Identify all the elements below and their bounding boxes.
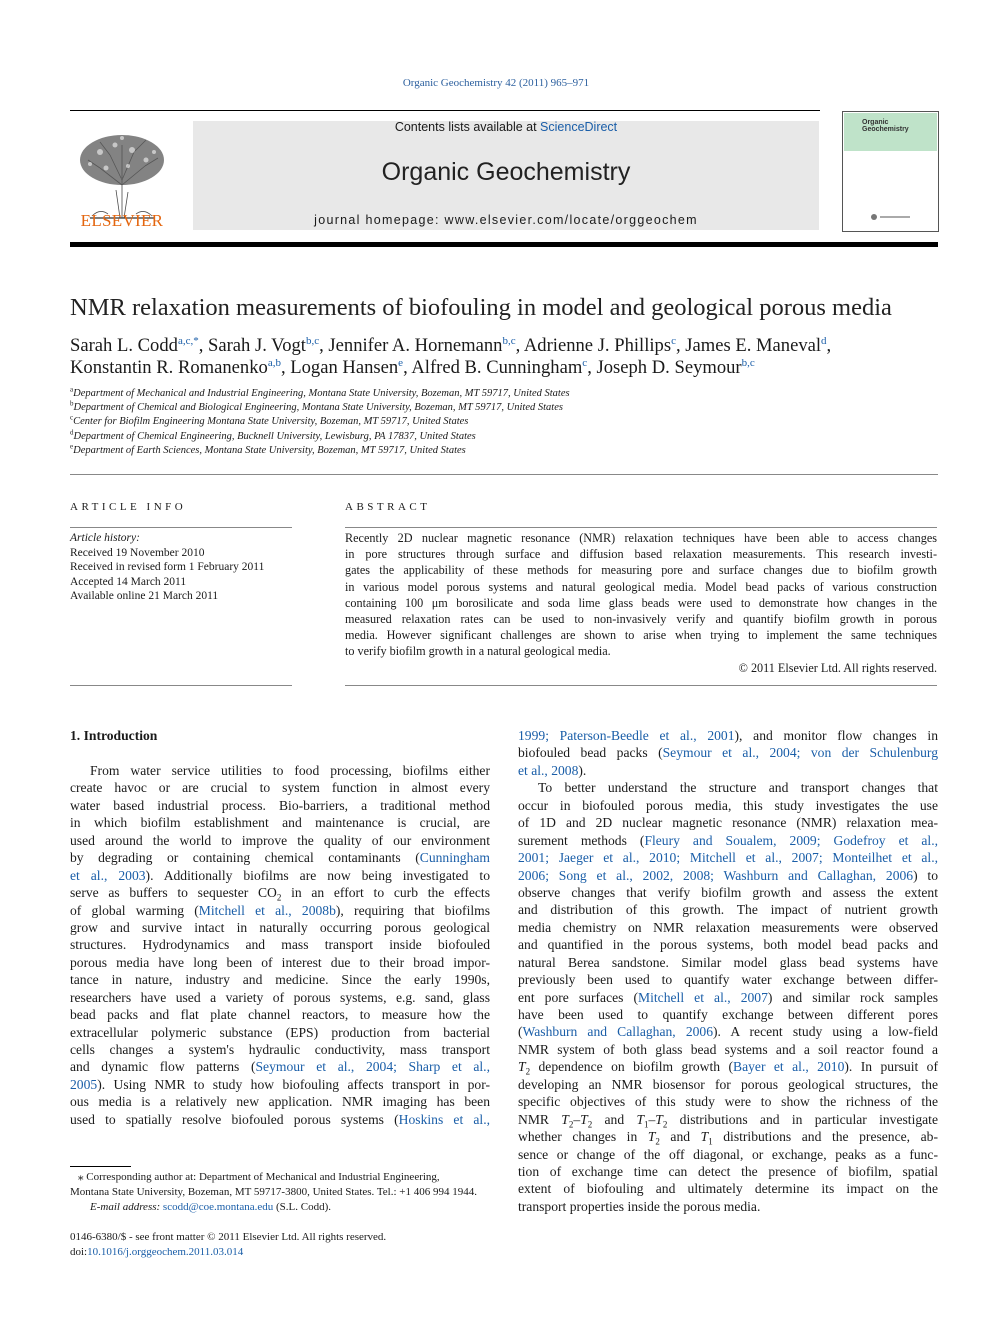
abstract-line: measured relaxation rates can be used to non-invasively verify and quantify biofilm growth in porous [345, 611, 937, 626]
affiliation-text: Department of Chemical and Biological Engineering, Montana State University, Bozeman, MT 59717, United States [73, 402, 563, 414]
citation-link[interactable]: et al., 2008 [518, 762, 579, 778]
header-top-rule [70, 110, 820, 111]
body-line [518, 727, 938, 744]
abstract-line: containing 100 μm borosilicate and soda lime glass beads were used to demonstrate how changes in the [345, 595, 937, 610]
author-separator: , [587, 357, 597, 378]
body-line [70, 779, 490, 796]
body-line [70, 1041, 490, 1058]
history-item: Received 19 November 2010 [70, 546, 205, 559]
elsevier-wordmark: ELSEVIER [80, 211, 164, 230]
journal-title: Organic Geochemistry [381, 158, 631, 186]
subscript: 2 [587, 1119, 593, 1130]
authors-line-2 [70, 357, 755, 379]
body-line [518, 1076, 938, 1093]
body-line [518, 832, 938, 849]
affiliation-key: b [70, 399, 74, 408]
subscript: 2 [568, 1119, 574, 1130]
footnote-address: Montana State University, Bozeman, MT 59717-3800, United States. Tel.: +1 406 994 1944. [70, 1186, 477, 1198]
body-line [518, 1146, 938, 1163]
body-line [518, 936, 938, 953]
header-thick-rule [70, 242, 938, 247]
abstract-line: media. However significant challenges are shown to arise when trying to implement the same techniques [345, 628, 937, 643]
body-text: researchers have used a variety of porous systems, e.g. sand, glass [70, 989, 490, 1005]
journal-citation[interactable]: Organic Geochemistry 42 (2011) 965–971 [402, 77, 590, 89]
abstract-line: Recently 2D nuclear magnetic resonance (NMR) relaxation techniques have been able to access changes [345, 531, 937, 545]
section-heading-introduction: 1. Introduction [70, 728, 158, 743]
body-line [518, 779, 938, 796]
journal-homepage[interactable]: journal homepage: www.elsevier.com/locate/orggeochem [314, 213, 698, 227]
cover-logo-icon [844, 151, 937, 229]
author-affiliation-marker[interactable]: c [582, 356, 588, 369]
contents-prefix: Contents lists available at [394, 120, 541, 134]
author-name: Konstantin R. Romanenko [70, 357, 268, 378]
affiliation [70, 387, 570, 401]
body-line [518, 901, 938, 918]
body-text: used to spatially resolve biofouled porous systems ( [70, 1111, 399, 1127]
subscript: 2 [525, 1067, 531, 1078]
body-text: and distribution of this growth. The impact of nutrient growth [518, 902, 938, 918]
body-line [70, 1006, 490, 1023]
body-text: ), requiring that biofilms [335, 902, 490, 918]
body-text: extent of biofouling and ultimately determine its impact on the [518, 1181, 938, 1197]
article-info-heading: ARTICLE INFO [70, 501, 187, 513]
body-line [518, 1163, 938, 1180]
article-info-bottom-rule [70, 685, 292, 686]
footnote-rule [70, 1166, 131, 1167]
body-line [518, 797, 938, 814]
body-line [70, 1058, 490, 1075]
citation-link[interactable]: Mitchell et al., 2007 [638, 989, 768, 1005]
citation-link[interactable]: Seymour et al., 2004; Sharp et al., [255, 1059, 490, 1075]
body-line [518, 1128, 938, 1145]
affiliation [70, 444, 466, 458]
author-separator: , [515, 335, 524, 356]
body-text: water based industrial process. Bio-barriers, a traditional method [70, 797, 490, 813]
citation-link[interactable]: Mitchell et al., 2008b [198, 902, 336, 918]
author-name: Adrienne J. Phillips [523, 335, 672, 356]
body-line [518, 1041, 938, 1058]
doi-prefix: doi: [70, 1246, 88, 1258]
body-text: ) and similar rock samples [767, 989, 939, 1005]
body-line [518, 1093, 938, 1110]
body-text: used around the world to improve the quality of our environment [70, 832, 490, 848]
citation-link[interactable]: 2005 [70, 1076, 98, 1092]
body-text: tance in nature, industry and medicine. Since the early 1990s, [70, 972, 490, 988]
citation-link[interactable]: et al., 2003 [70, 867, 146, 883]
subscript: 1 [708, 1136, 713, 1147]
author-name: Logan Hansen [290, 357, 399, 378]
body-line [518, 1198, 938, 1215]
body-line [70, 954, 490, 971]
author-affiliation-marker[interactable]: b,c [305, 334, 320, 347]
footnote-corresponding: ⁎ Corresponding author at: Department of Mechanical and Industrial Engineering, [78, 1171, 440, 1183]
math-symbol: T [580, 1111, 588, 1127]
author-separator: , [403, 357, 412, 378]
affiliation [70, 415, 468, 429]
subscript: 2 [276, 892, 282, 903]
body-text: dependence on biofilm growth ( [530, 1059, 734, 1075]
history-label: Article history: [70, 532, 140, 544]
abstract-line: gates the applicability of these methods for measuring pore and surface changes due to biofilm growth [345, 563, 937, 578]
body-text: distributions and the presence, ab- [712, 1129, 938, 1145]
author-separator: , [675, 335, 686, 356]
subscript: 2 [662, 1119, 668, 1130]
citation-link[interactable]: Hoskins et al., [398, 1111, 490, 1127]
body-text: observe changes that verify biofilm growth and assess the extent [518, 884, 938, 900]
author-name: Jennifer A. Hornemann [328, 335, 503, 356]
issn-line: 0146-6380/$ - see front matter © 2011 Elsevier Ltd. All rights reserved. [70, 1231, 387, 1243]
body-text: developing an NMR biosensor for porous geological structures, the [518, 1076, 938, 1092]
affiliation-key: a [70, 385, 74, 394]
body-text: ( [518, 1024, 523, 1040]
history-item: Accepted 14 March 2011 [70, 575, 187, 588]
body-line [70, 1076, 490, 1093]
body-text: cells changes a system's hydraulic conductivity, mass transport [70, 1042, 490, 1057]
body-line [70, 919, 490, 936]
body-text: grow and survive intact in naturally occurring porous geological [70, 919, 490, 935]
authors-line-1 [70, 335, 831, 357]
math-symbol: T [561, 1111, 569, 1127]
body-text: biofouled bead packs ( [518, 745, 663, 761]
journal-cover-thumbnail[interactable] [842, 111, 939, 232]
footnote-email [70, 1200, 500, 1215]
body-line [518, 867, 938, 884]
body-line [70, 971, 490, 988]
citation-link[interactable]: Fleury and Soualem, 2009; Godefroy et al., [644, 832, 939, 848]
body-text: – [648, 1111, 656, 1127]
body-text: tion of exchange time can detect the presence of biofilm, spatial [518, 1163, 938, 1179]
body-text: ). A recent study using a low-field [713, 1024, 938, 1040]
body-line [70, 1024, 490, 1041]
abstract-line: to verify biofilm growth in a natural geological media. [345, 644, 611, 659]
author-affiliation-marker[interactable]: b,c [502, 334, 516, 347]
intro-right-column [518, 727, 938, 1215]
body-line [70, 832, 490, 849]
author-separator: , [198, 335, 208, 356]
body-text: – [573, 1111, 581, 1127]
body-text: ous media is a relatively new application. NMR imaging has been [70, 1094, 490, 1110]
history-item: Received in revised form 1 February 2011 [70, 561, 265, 573]
author-name: Alfred B. Cunningham [411, 357, 583, 378]
subscript: 1 [644, 1119, 649, 1130]
body-text: specific objectives of this study were to show the richness of the [518, 1094, 938, 1110]
doi-line [70, 1245, 386, 1260]
body-text: sence or change of the off diagonal, or exchange, peaks as a func- [518, 1146, 938, 1162]
body-text: To better understand the structure and transport changes that [538, 780, 938, 796]
body-text: and [592, 1111, 637, 1127]
body-text: From water service utilities to food processing, biofilms either [90, 763, 490, 778]
body-line [518, 954, 938, 971]
body-text: surement methods ( [518, 832, 645, 848]
citation-link[interactable]: Bayer et al., 2010 [733, 1059, 845, 1075]
author-name: Joseph D. Seymour [596, 357, 742, 378]
author-separator: , [319, 335, 329, 356]
affiliation-key: e [70, 442, 74, 451]
body-text: previously been used to quantify water exchange between differ- [518, 972, 938, 988]
affiliation [70, 430, 476, 444]
body-text: ). Using NMR to study how biofouling affects transport in por- [97, 1076, 490, 1092]
body-text: by degrading or containing chemical contaminants ( [70, 850, 420, 866]
body-line [518, 1023, 938, 1040]
affiliation-text: Center for Biofilm Engineering Montana State University, Bozeman, MT 59717, United States [73, 416, 469, 428]
body-line [70, 1093, 490, 1110]
body-text: whether changes in [518, 1129, 648, 1145]
author-name: Sarah J. Vogt [208, 335, 306, 356]
body-text: of 1D and 2D nuclear magnetic resonance (NMR) relaxation mea- [518, 815, 938, 831]
email-label: E-mail address: [90, 1201, 161, 1213]
body-line [70, 884, 490, 901]
body-line [70, 797, 490, 814]
math-symbol: T [700, 1129, 709, 1145]
citation-link[interactable]: Cunningham [419, 850, 490, 866]
author-name: Sarah L. Codd [70, 335, 178, 356]
body-text: media chemistry on NMR relaxation measurements were observed [518, 919, 938, 935]
abstract-copyright: © 2011 Elsevier Ltd. All rights reserved. [738, 661, 937, 675]
body-text: ) to [913, 867, 939, 883]
contents-available [193, 120, 819, 134]
body-text: extracellular polymeric substance (EPS) production from bacterial [70, 1024, 490, 1040]
author-name: James E. Maneval [685, 335, 822, 356]
author-affiliation-marker[interactable]: d [821, 334, 827, 347]
affiliation-key: c [70, 413, 74, 422]
author-affiliation-marker[interactable]: e [398, 356, 404, 369]
body-line [518, 744, 938, 761]
author-affiliation-marker[interactable]: c [671, 334, 676, 347]
body-text: create havoc or are crucial to system function in almost every [70, 780, 490, 796]
footnote-corresponding-text: Corresponding author at: Department of Mechanical and Industrial Engineering, [86, 1171, 440, 1183]
affiliations-rule [70, 474, 938, 475]
body-text: and quantified in the porous systems, both model bead packs and [518, 937, 938, 953]
body-line [70, 762, 490, 779]
math-symbol: T [636, 1111, 644, 1127]
body-line [70, 902, 490, 919]
body-line [518, 762, 938, 779]
sciencedirect-link[interactable]: ScienceDirect [540, 120, 618, 134]
body-line [70, 867, 490, 884]
cover-title-2: Geochemistry [862, 126, 909, 133]
body-text: and dynamic flow patterns ( [70, 1059, 256, 1075]
corresponding-author-footnote [70, 1170, 500, 1215]
body-line [518, 1058, 938, 1078]
body-text: of global warming ( [70, 902, 199, 918]
math-symbol: T [647, 1129, 656, 1145]
affiliation [70, 401, 563, 415]
body-line [518, 884, 938, 901]
intro-left-column [70, 762, 490, 1128]
math-symbol: T [518, 1059, 526, 1075]
body-line [518, 849, 938, 866]
author-affiliation-marker[interactable]: b,c [741, 356, 755, 369]
citation-link[interactable]: Seymour et al., 2004; von der Schulenburg [662, 745, 939, 761]
article-info-rule [70, 527, 292, 528]
body-line [518, 919, 938, 936]
cover-lower-panel [844, 151, 937, 230]
article-history [70, 531, 264, 604]
body-line [70, 849, 490, 866]
body-text: ). [578, 762, 587, 778]
citation-link[interactable]: 1999; Paterson-Beedle et al., 2001 [518, 728, 735, 743]
body-text: in which biofilm establishment and maintenance is crucial, are [70, 815, 490, 831]
citation-link[interactable]: Washburn and Callaghan, 2006 [522, 1024, 714, 1040]
math-symbol: T [655, 1111, 663, 1127]
body-line [70, 814, 490, 831]
abstract-bottom-rule [345, 685, 937, 686]
history-item: Available online 21 March 2011 [70, 590, 219, 602]
abstract-body [345, 530, 937, 660]
body-line [70, 989, 490, 1006]
body-text: NMR [518, 1111, 562, 1127]
body-line [70, 1111, 490, 1128]
body-text: in an effort to curb the effects [281, 885, 490, 901]
citation-link[interactable]: 2001; Jaeger et al., 2010; Mitchell et al., 2007; Monteilhet et al., [518, 850, 938, 866]
body-text: occur in biofouled porous media, this study investigates the use [518, 797, 938, 813]
body-text: ent pore surfaces ( [518, 989, 639, 1005]
body-line [70, 936, 490, 953]
body-line [518, 1111, 938, 1128]
front-matter-info [70, 1230, 386, 1260]
affiliation-key: d [70, 428, 74, 437]
abstract-heading: ABSTRACT [345, 501, 431, 513]
body-text: serve as buffers to sequester CO [70, 885, 277, 901]
body-text: and [659, 1129, 701, 1145]
affiliation-text: Department of Earth Sciences, Montana State University, Bozeman, MT 59717, United States [73, 444, 466, 456]
affiliation-text: Department of Chemical Engineering, Bucknell University, Lewisburg, PA 17837, United States [73, 430, 476, 442]
abstract-line: in various model porous systems and natural geological media. Model bead packs of various construction [345, 579, 937, 594]
abstract-line: in pore structures through surface and diffusion based relaxation measurements. This research investi- [345, 547, 937, 562]
body-text: NMR system of both glass bead systems and a soil reactor found a [518, 1041, 938, 1057]
email-link[interactable]: scodd@coe.montana.edu [162, 1201, 274, 1213]
body-text: structures. Hydrodynamics and mass transport inside biofouled [70, 937, 490, 953]
email-suffix: (S.L. Codd). [276, 1201, 331, 1213]
author-separator: , [280, 357, 291, 378]
body-line [518, 1006, 938, 1023]
article-title: NMR relaxation measurements of biofouling in model and geological porous media [70, 294, 892, 321]
body-text: ). In pursuit of [844, 1059, 938, 1075]
cover-title-1: Organic [862, 119, 889, 126]
body-line [518, 989, 938, 1006]
author-affiliation-marker[interactable]: a,b [267, 356, 281, 369]
body-text: distributions and in particular investigate [667, 1111, 938, 1127]
body-text: bead packs and flat plate channel reactors, to measure how the [70, 1007, 490, 1023]
body-text: natural Berea sandstone. Similar model glass bead systems have [518, 954, 938, 970]
abstract-rule [345, 527, 937, 528]
cover-title [862, 119, 909, 133]
citation-link[interactable]: 2006; Song et al., 2002, 2008; Washburn and Callaghan, 2006 [518, 867, 914, 883]
body-text: porous media have long been of interest due to their broad impor- [70, 954, 490, 970]
body-text: transport properties inside the porous media. [518, 1198, 761, 1214]
author-affiliation-marker[interactable]: a,c,* [177, 334, 199, 347]
body-line [518, 814, 938, 831]
body-line [518, 971, 938, 988]
body-text: ). Additionally biofilms are now being investigated to [145, 867, 490, 883]
body-text: have been used to quantify exchange between different pores [518, 1007, 938, 1022]
affiliation-text: Department of Mechanical and Industrial Engineering, Montana State University, Bozeman, MT 59717, United States [73, 388, 570, 399]
body-text: ), and monitor flow changes in [734, 728, 938, 743]
author-separator: , [826, 335, 832, 356]
doi-link[interactable]: 10.1016/j.orggeochem.2011.03.014 [87, 1246, 244, 1258]
subscript: 2 [655, 1136, 660, 1147]
body-line [518, 1180, 938, 1197]
